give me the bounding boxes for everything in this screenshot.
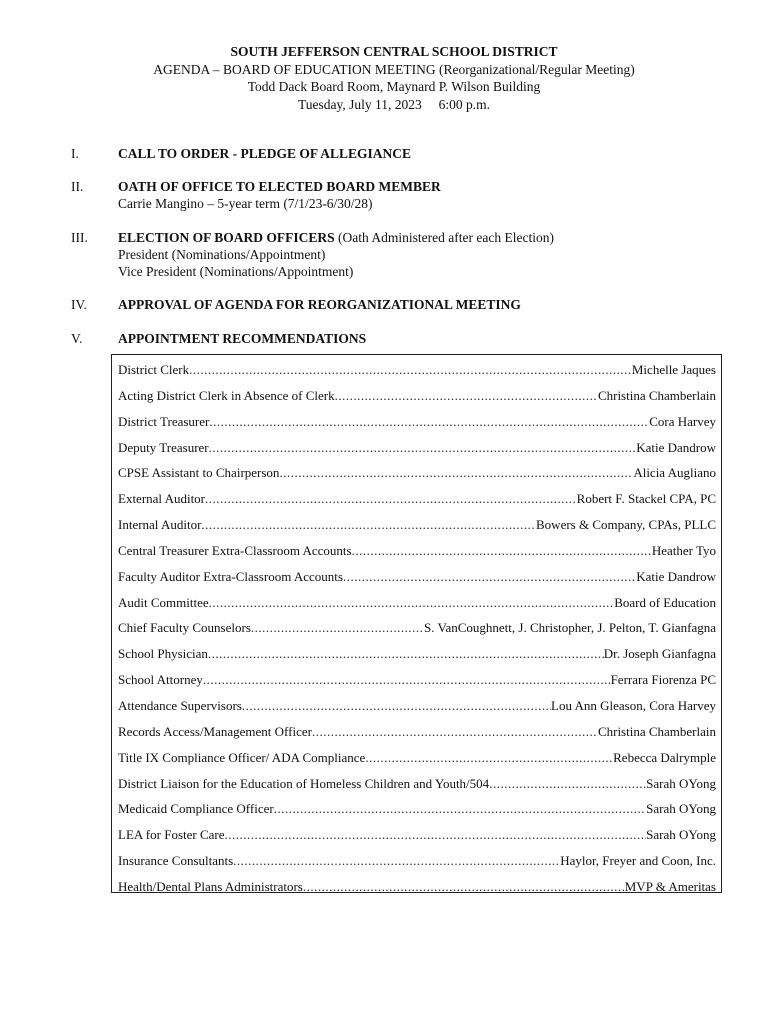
appointment-appointee: Alicia Augliano xyxy=(633,465,716,481)
dot-leader xyxy=(225,822,647,848)
section-number: I. xyxy=(71,146,79,161)
appointment-appointee: Sarah OYong xyxy=(646,801,716,817)
appointment-appointee: Christina Chamberlain xyxy=(597,387,716,403)
appointment-appointee: Michelle Jaques xyxy=(631,362,716,377)
section-line: President (Nominations/Appointment) xyxy=(118,247,326,262)
appointment-row xyxy=(118,538,716,564)
appointment-position: School Physician xyxy=(118,646,208,662)
appointment-row xyxy=(118,771,716,797)
dot-leader xyxy=(303,874,625,900)
appointment-row xyxy=(118,409,716,435)
dot-leader xyxy=(203,667,611,693)
dot-leader xyxy=(205,486,577,512)
appointment-appointee: Rebecca Dalrymple xyxy=(613,749,716,765)
dot-leader xyxy=(343,564,636,590)
dot-leader xyxy=(279,460,633,486)
appointment-row xyxy=(118,590,716,616)
appointment-row xyxy=(118,357,716,383)
appointment-appointee: Katie Dandrow xyxy=(636,568,716,584)
appointment-row xyxy=(118,745,716,771)
dot-leader xyxy=(251,615,424,641)
appointment-position: Chief Faculty Counselors xyxy=(118,620,251,636)
appointment-position: Faculty Auditor Extra-Classroom Accounts xyxy=(118,568,343,584)
document-header xyxy=(0,43,768,113)
section-number: IV. xyxy=(71,297,87,312)
appointment-position: Health/Dental Plans Administrators xyxy=(118,878,303,894)
appointment-appointee: MVP & Ameritas xyxy=(624,878,716,894)
dot-leader xyxy=(233,848,560,874)
appointments-table xyxy=(111,354,722,893)
dot-leader xyxy=(312,719,598,745)
dot-leader xyxy=(189,357,632,383)
appointment-position: Internal Auditor xyxy=(118,517,202,533)
appointment-appointee: Ferrara Fiorenza PC xyxy=(610,672,716,688)
meeting-location: Todd Dack Board Room, Maynard P. Wilson Building xyxy=(247,79,541,94)
appointment-position: District Clerk xyxy=(118,362,190,377)
appointment-position: District Liaison for the Education of Homeless Children and Youth/504 xyxy=(118,775,490,791)
section-election-of-officers xyxy=(71,229,721,280)
dot-leader xyxy=(209,590,615,616)
dot-leader xyxy=(489,771,646,797)
section-title-note: (Oath Administered after each Election) xyxy=(334,230,554,245)
appointment-position: District Treasurer xyxy=(118,413,210,429)
section-number: III. xyxy=(71,230,88,245)
appointment-position: Records Access/Management Officer xyxy=(118,723,312,739)
dot-leader xyxy=(274,796,646,822)
appointment-position: Acting District Clerk in Absence of Clerk xyxy=(118,387,335,403)
appointment-appointee: S. VanCoughnett, J. Christopher, J. Pelton, T. Gianfagna xyxy=(424,620,716,636)
section-approval-of-agenda xyxy=(71,296,721,313)
dot-leader xyxy=(352,538,652,564)
dot-leader xyxy=(242,693,551,719)
appointment-appointee: Board of Education xyxy=(614,594,716,610)
appointment-row xyxy=(118,693,716,719)
section-line: Carrie Mangino – 5-year term (7/1/23-6/30/28) xyxy=(118,196,373,211)
dot-leader xyxy=(201,512,536,538)
appointment-appointee: Sarah OYong xyxy=(646,827,716,843)
dot-leader xyxy=(209,409,649,435)
appointment-row xyxy=(118,874,716,900)
appointment-position: LEA for Foster Care xyxy=(118,827,225,843)
section-line: Vice President (Nominations/Appointment) xyxy=(118,264,354,279)
appointment-row xyxy=(118,383,716,409)
agenda-title: AGENDA – BOARD OF EDUCATION MEETING (Reorganizational/Regular Meeting) xyxy=(153,61,635,77)
appointment-appointee: Robert F. Stackel CPA, PC xyxy=(576,491,716,507)
appointment-position: External Auditor xyxy=(118,491,206,507)
appointment-position: Attendance Supervisors xyxy=(118,697,242,713)
appointment-appointee: Katie Dandrow xyxy=(636,439,716,455)
district-name: SOUTH JEFFERSON CENTRAL SCHOOL DISTRICT xyxy=(230,44,558,59)
appointment-position: Deputy Treasurer xyxy=(118,439,209,455)
section-title: OATH OF OFFICE TO ELECTED BOARD MEMBER xyxy=(118,179,441,194)
dot-leader xyxy=(208,641,604,667)
appointment-position: School Attorney xyxy=(118,672,203,688)
appointment-row xyxy=(118,641,716,667)
appointment-row xyxy=(118,512,716,538)
appointment-row xyxy=(118,564,716,590)
appointment-row xyxy=(118,822,716,848)
dot-leader xyxy=(365,745,613,771)
appointment-appointee: Cora Harvey xyxy=(649,413,716,429)
dot-leader xyxy=(209,435,637,461)
appointment-position: Audit Committee xyxy=(118,594,209,610)
appointment-position: CPSE Assistant to Chairperson xyxy=(118,465,280,481)
section-appointment-recommendations xyxy=(71,330,721,347)
appointment-appointee: Sarah OYong xyxy=(646,775,716,791)
appointment-row xyxy=(118,460,716,486)
appointment-appointee: Christina Chamberlain xyxy=(597,723,716,739)
section-call-to-order xyxy=(71,145,721,162)
section-number: V. xyxy=(71,331,83,346)
appointment-appointee: Dr. Joseph Gianfagna xyxy=(603,646,716,662)
appointment-row xyxy=(118,667,716,693)
appointment-row xyxy=(118,615,716,641)
appointment-position: Insurance Consultants xyxy=(118,853,234,869)
section-title: APPROVAL OF AGENDA FOR REORGANIZATIONAL MEETING xyxy=(118,297,521,312)
dot-leader xyxy=(335,383,598,409)
section-number: II. xyxy=(71,179,84,194)
appointment-row xyxy=(118,719,716,745)
section-oath-of-office xyxy=(71,178,721,212)
appointment-appointee: Bowers & Company, CPAs, PLLC xyxy=(536,517,716,533)
meeting-datetime: Tuesday, July 11, 2023 6:00 p.m. xyxy=(297,96,490,112)
appointment-appointee: Haylor, Freyer and Coon, Inc. xyxy=(560,853,716,869)
appointment-row xyxy=(118,848,716,874)
appointment-row xyxy=(118,435,716,461)
appointment-row xyxy=(118,486,716,512)
appointment-row xyxy=(118,796,716,822)
appointment-appointee: Heather Tyo xyxy=(651,542,716,558)
appointment-appointee: Lou Ann Gleason, Cora Harvey xyxy=(551,697,716,713)
section-title: ELECTION OF BOARD OFFICERS xyxy=(118,230,335,245)
appointment-position: Medicaid Compliance Officer xyxy=(118,801,274,817)
section-title: CALL TO ORDER - PLEDGE OF ALLEGIANCE xyxy=(118,146,412,161)
appointment-position: Central Treasurer Extra-Classroom Accounts xyxy=(118,542,352,558)
section-title: APPOINTMENT RECOMMENDATIONS xyxy=(118,331,367,346)
appointment-position: Title IX Compliance Officer/ ADA Compliance xyxy=(118,749,366,765)
